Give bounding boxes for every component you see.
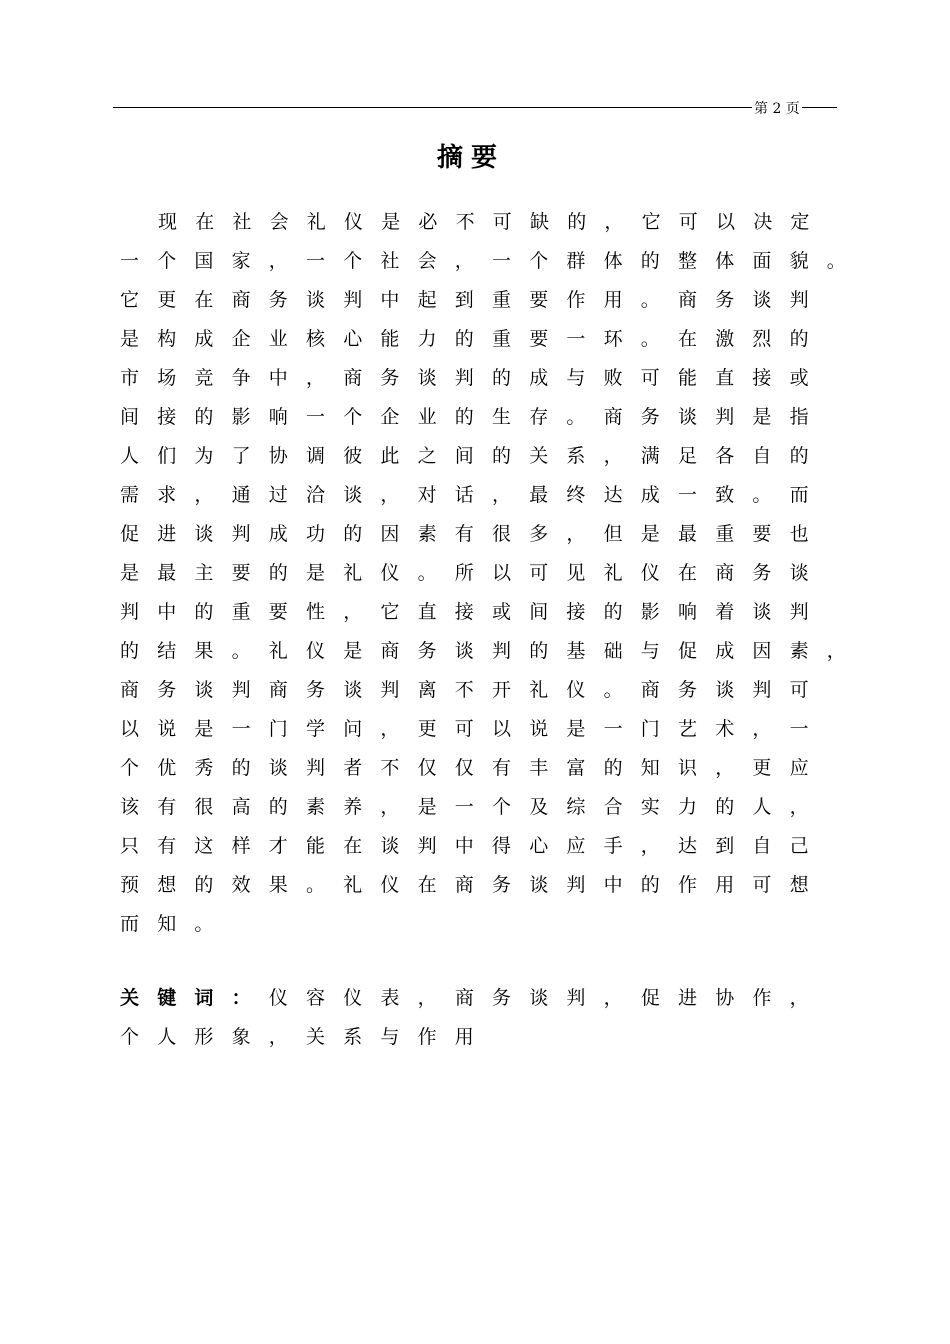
abstract-line: 间接的影响一个企业的生存。商务谈判是指 — [120, 406, 827, 428]
abstract-line: 需求，通过洽谈，对话，最终达成一致。而 — [120, 484, 827, 506]
abstract-line: 市场竞争中，商务谈判的成与败可能直接或 — [120, 367, 827, 389]
page-number: 第 2 页 — [754, 101, 800, 117]
keywords-line-1 — [120, 982, 900, 1021]
abstract-line: 预想的效果。礼仪在商务谈判中的作用可想 — [120, 874, 827, 896]
keywords-line-2: 个人形象，关系与作用 — [120, 1026, 493, 1048]
abstract-line: 人们为了协调彼此之间的关系，满足各自的 — [120, 445, 827, 467]
abstract-line: 而知。 — [120, 913, 232, 935]
keywords-text: 仪容仪表，商务谈判，促进协作， — [268, 987, 827, 1009]
keywords-label: 关键词： — [120, 987, 269, 1009]
abstract-line: 它更在商务谈判中起到重要作用。商务谈判 — [120, 289, 827, 311]
abstract-line: 的结果。礼仪是商务谈判的基础与促成因素， — [120, 640, 865, 662]
abstract-line: 一个国家，一个社会，一个群体的整体面貌。 — [120, 250, 865, 272]
header-rule — [113, 107, 837, 108]
abstract-line: 该有很高的素养，是一个及综合实力的人， — [120, 796, 827, 818]
abstract-line: 只有这样才能在谈判中得心应手，达到自己 — [120, 835, 827, 857]
abstract-line: 是构成企业核心能力的重要一环。在激烈的 — [120, 328, 827, 350]
abstract-line: 现在社会礼仪是必不可缺的，它可以决定 — [158, 211, 828, 233]
abstract-line: 判中的重要性，它直接或间接的影响着谈判 — [120, 601, 827, 623]
keywords-section — [120, 982, 900, 1060]
abstract-line: 以说是一门学问，更可以说是一门艺术，一 — [120, 718, 827, 740]
abstract-line: 个优秀的谈判者不仅仅有丰富的知识，更应 — [120, 757, 827, 779]
abstract-line: 商务谈判商务谈判离不开礼仪。商务谈判可 — [120, 679, 827, 701]
abstract-body — [120, 206, 900, 947]
abstract-line: 促进谈判成功的因素有很多，但是最重要也 — [120, 523, 827, 545]
page-title: 摘要 — [436, 143, 505, 173]
abstract-line: 是最主要的是礼仪。所以可见礼仪在商务谈 — [120, 562, 827, 584]
